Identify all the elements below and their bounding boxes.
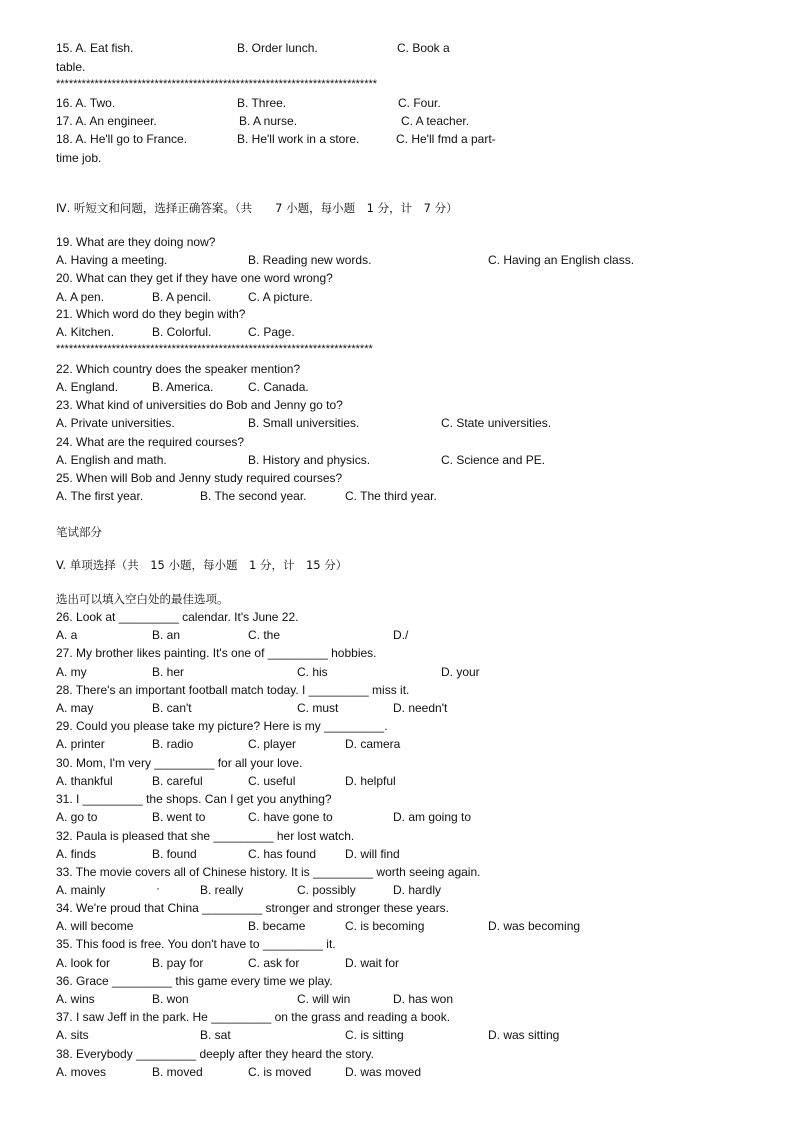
q36-option-b: B. won [152,992,189,1006]
q25-option-c: C. The third year. [345,489,437,503]
section-v-instruction: 选出可以填入空白处的最佳选项。 [56,592,229,606]
q25-option-a: A. The first year. [56,489,144,503]
q26-stem: 26. Look at _________ calendar. It's June 22. [56,610,299,624]
q20-option-b: B. A pencil. [152,290,212,304]
q37-stem: 37. I saw Jeff in the park. He _________ on the grass and reading a book. [56,1010,451,1024]
q30-stem: 30. Mom, I'm very _________ for all your love. [56,756,303,770]
q18-option-b: B. He'll work in a store. [237,132,360,146]
q26-option-d: D./ [393,628,409,642]
q33-option-b: B. really [200,883,244,897]
section-v-heading: V. 单项选择（共 15 小题，每小题 1 分，计 15 分） [56,558,348,572]
q38-stem: 38. Everybody _________ deeply after they heard the story. [56,1047,374,1061]
q27-option-b: B. her [152,665,185,679]
separator-stars: ************************************************************************** [56,343,373,355]
q15-option-c-cont: table. [56,60,86,74]
q19-option-b: B. Reading new words. [248,253,372,267]
q35-option-d: D. wait for [345,956,400,970]
q31-option-c: C. have gone to [248,810,333,824]
q22-option-b: B. America. [152,380,214,394]
q37-option-d: D. was sitting [488,1028,560,1042]
q17-option-c: C. A teacher. [401,114,470,128]
q35-option-c: C. ask for [248,956,300,970]
q36-option-d: D. has won [393,992,454,1006]
q17-option-a: 17. A. An engineer. [56,114,157,128]
q26-option-c: C. the [248,628,281,642]
q34-option-b: B. became [248,919,306,933]
q16-option-a: 16. A. Two. [56,96,116,110]
q34-option-d: D. was becoming [488,919,581,933]
q33-option-c: C. possibly [297,883,356,897]
q26-option-b: B. an [152,628,181,642]
q33-option-d: D. hardly [393,883,442,897]
q28-option-b: B. can't [152,701,192,715]
q27-option-a: A. my [56,665,87,679]
separator-stars: *************************************************************************** [56,78,378,90]
q31-option-a: A. go to [56,810,98,824]
q17-option-b: B. A nurse. [239,114,298,128]
q24-stem: 24. What are the required courses? [56,435,245,449]
q31-option-b: B. went to [152,810,206,824]
stray-dot: · [156,881,160,895]
q33-stem: 33. The movie covers all of Chinese history. It is _________ worth seeing again. [56,865,481,879]
q21-option-a: A. Kitchen. [56,325,115,339]
q34-stem: 34. We're proud that China _________ stronger and stronger these years. [56,901,449,915]
q18-option-a: 18. A. He'll go to France. [56,132,188,146]
q19-stem: 19. What are they doing now? [56,235,216,249]
q38-option-d: D. was moved [345,1065,422,1079]
q31-option-d: D. am going to [393,810,472,824]
q29-option-d: D. camera [345,737,401,751]
q27-option-d: D. your [441,665,480,679]
q15-option-c: C. Book a [397,41,450,55]
q36-stem: 36. Grace _________ this game every time we play. [56,974,333,988]
q16-option-c: C. Four. [398,96,441,110]
q23-option-b: B. Small universities. [248,416,360,430]
q36-option-c: C. will win [297,992,351,1006]
q37-option-a: A. sits [56,1028,89,1042]
q21-stem: 21. Which word do they begin with? [56,307,246,321]
q28-stem: 28. There's an important football match today. I _________ miss it. [56,683,410,697]
q20-option-a: A. A pen. [56,290,105,304]
q27-stem: 27. My brother likes painting. It's one of _________ hobbies. [56,646,377,660]
q24-option-a: A. English and math. [56,453,167,467]
q32-stem: 32. Paula is pleased that she _________ her lost watch. [56,829,355,843]
q38-option-b: B. moved [152,1065,203,1079]
q37-option-b: B. sat [200,1028,231,1042]
q34-option-a: A. will become [56,919,134,933]
q15-option-b: B. Order lunch. [237,41,318,55]
q24-option-c: C. Science and PE. [441,453,546,467]
q18-option-c-cont: time job. [56,151,102,165]
q29-option-b: B. radio [152,737,194,751]
q28-option-d: D. needn't [393,701,448,715]
q34-option-c: C. is becoming [345,919,425,933]
written-part-heading: 笔试部分 [56,525,102,539]
section-iv-heading: Ⅳ. 听短文和问题，选择正确答案。（共 7 小题，每小题 1 分，计 7 分） [56,201,458,215]
q32-option-c: C. has found [248,847,317,861]
q24-option-b: B. History and physics. [248,453,371,467]
q28-option-a: A. may [56,701,94,715]
q23-stem: 23. What kind of universities do Bob and Jenny go to? [56,398,343,412]
q21-option-c: C. Page. [248,325,295,339]
q29-option-a: A. printer [56,737,105,751]
q16-option-b: B. Three. [237,96,287,110]
q20-stem: 20. What can they get if they have one word wrong? [56,271,333,285]
q22-stem: 22. Which country does the speaker mention? [56,362,301,376]
q26-option-a: A. a [56,628,78,642]
q35-option-b: B. pay for [152,956,204,970]
q25-stem: 25. When will Bob and Jenny study required courses? [56,471,343,485]
q31-stem: 31. I _________ the shops. Can I get you anything? [56,792,332,806]
q19-option-c: C. Having an English class. [488,253,635,267]
q35-option-a: A. look for [56,956,111,970]
q23-option-c: C. State universities. [441,416,552,430]
q30-option-d: D. helpful [345,774,396,788]
q35-stem: 35. This food is free. You don't have to _________ it. [56,937,336,951]
q38-option-c: C. is moved [248,1065,312,1079]
q29-stem: 29. Could you please take my picture? Here is my _________. [56,719,388,733]
q33-option-a: A. mainly [56,883,106,897]
q32-option-d: D. will find [345,847,400,861]
q27-option-c: C. his [297,665,328,679]
q22-option-c: C. Canada. [248,380,309,394]
q30-option-c: C. useful [248,774,296,788]
q18-option-c: C. He'll fmd a part- [396,132,496,146]
q38-option-a: A. moves [56,1065,107,1079]
q32-option-b: B. found [152,847,197,861]
q29-option-c: C. player [248,737,297,751]
q30-option-a: A. thankful [56,774,113,788]
q37-option-c: C. is sitting [345,1028,404,1042]
q23-option-a: A. Private universities. [56,416,175,430]
q19-option-a: A. Having a meeting. [56,253,168,267]
q21-option-b: B. Colorful. [152,325,212,339]
q36-option-a: A. wins [56,992,95,1006]
q32-option-a: A. finds [56,847,97,861]
q20-option-c: C. A picture. [248,290,313,304]
q30-option-b: B. careful [152,774,203,788]
q25-option-b: B. The second year. [200,489,307,503]
q15-option-a: 15. A. Eat fish. [56,41,134,55]
q28-option-c: C. must [297,701,339,715]
q22-option-a: A. England. [56,380,119,394]
